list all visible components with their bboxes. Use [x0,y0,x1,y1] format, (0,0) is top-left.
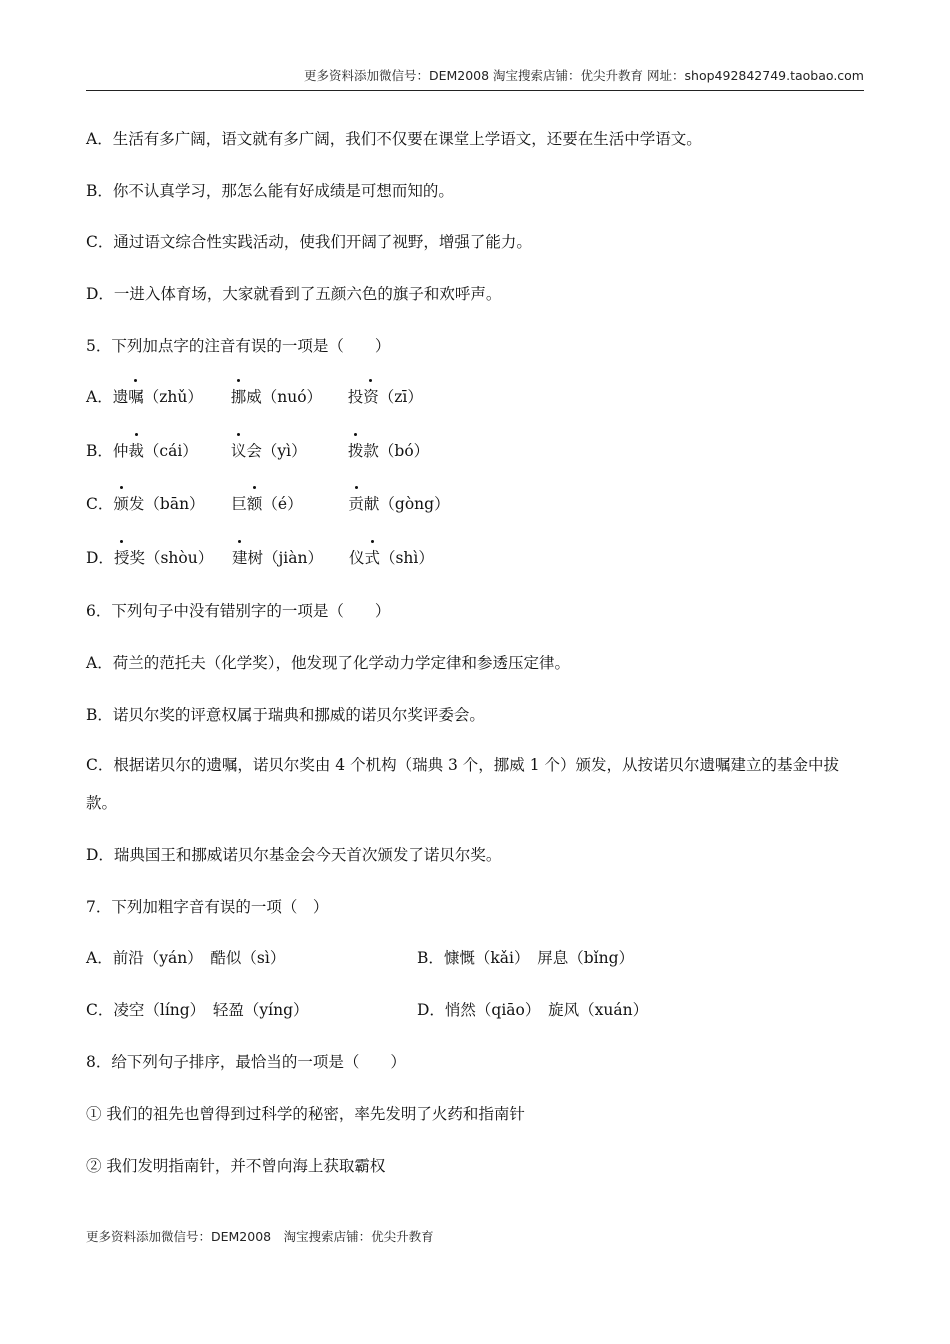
pinyin: （nuó） [261,388,323,406]
dotted-char: 挪 [230,388,247,406]
q5-stem: 5．下列加点字的注音有误的一项是（ ） [86,337,391,355]
dotted-char: 建 [231,549,248,567]
word-item [231,493,348,515]
word-char: 仪 [348,549,365,567]
q7-option-b: B．慷慨（kǎi） 屏息（bǐng） [417,949,635,967]
q4-option-c: C．通过语文综合性实践活动，使我们开阔了视野，增强了能力。 [86,233,532,251]
word-item [231,386,348,408]
pinyin: （zī） [378,388,423,406]
word-item [231,440,348,462]
word-char: 仲 [112,442,129,460]
dotted-char: 额 [246,495,263,513]
word-item [232,547,349,569]
q8-sentence-1: ① 我们的祖先也曾得到过科学的秘密，率先发明了火药和指南针 [86,1105,525,1123]
word-char: 威 [246,388,262,406]
q8-stem: 8．给下列句子排序，最恰当的一项是（ ） [86,1053,406,1071]
q6-stem: 6．下列句子中没有错别字的一项是（ ） [86,602,391,620]
pinyin: （é） [262,495,303,513]
pinyin: （gòng） [379,495,450,513]
q6-option-a: A．荷兰的范托夫（化学奖），他发现了化学动力学定律和参透压定律。 [86,654,570,672]
dotted-char: 嘱 [128,388,144,406]
option-prefix: C． [86,495,114,513]
word-item [113,440,231,462]
dotted-char: 式 [364,549,380,567]
dotted-char: 贡 [348,495,364,513]
option-prefix: A． [86,388,113,406]
pinyin: （bó） [378,442,430,460]
word-item [348,440,448,462]
option-prefix: D． [86,549,114,567]
q4-option-a: A．生活有多广阔，语文就有多广阔，我们不仅要在课堂上学语文，还要在生活中学语文。 [86,130,702,148]
word-item [113,493,231,515]
dotted-char: 拨 [347,442,364,460]
pinyin: （bān） [144,495,205,513]
q7-option-d: D．悄然（qiāo） 旋风（xuán） [417,1001,649,1019]
pinyin: （jiàn） [262,549,323,567]
q6-option-c: C．根据诺贝尔的遗嘱，诺贝尔奖由 4 个机构（瑞典 3 个，挪威 1 个）颁发，从按诺贝尔遗嘱建立的基金中拔款。 [86,756,840,812]
page-header: 更多资料添加微信号：DEM2008 淘宝搜索店铺：优尖升教育 网址：shop492842749.taobao.com [86,66,864,91]
word-char: 奖 [129,549,145,567]
q6-option-b: B．诺贝尔奖的评意权属于瑞典和挪威的诺贝尔奖评委会。 [86,706,485,724]
word-item [113,386,231,408]
word-item [348,493,448,515]
word-char: 树 [247,549,263,567]
word-char: 遗 [112,388,129,406]
word-char: 发 [128,495,145,513]
pinyin: （zhǔ） [143,388,203,406]
q7-row-2 [86,999,864,1021]
word-char: 巨 [231,495,247,513]
page-footer: 更多资料添加微信号：DEM2008 淘宝搜索店铺：优尖升教育 [86,1229,434,1244]
q7-option-a: A．前沿（yán） 酷似（sì） [86,949,286,967]
q7-row-1 [86,947,864,969]
pinyin: （yì） [261,442,307,460]
q5-option-c [86,493,864,515]
q6-option-d: D．瑞典国王和挪威诺贝尔基金会今天首次颁发了诺贝尔奖。 [86,846,502,864]
word-char: 投 [347,388,364,406]
q4-option-b: B．你不认真学习，那怎么能有好成绩是可想而知的。 [86,182,454,200]
pinyin: （shòu） [144,549,214,567]
q5-option-a [86,386,864,408]
dotted-char: 资 [363,388,379,406]
word-char: 会 [246,442,262,460]
word-char: 献 [363,495,380,513]
pinyin: （cái） [143,442,198,460]
dotted-char: 颁 [113,495,129,513]
q5-option-d [86,547,864,569]
dotted-char: 授 [113,549,130,567]
dotted-char: 议 [230,442,247,460]
q5-option-b [86,440,864,462]
word-char: 款 [363,442,379,460]
word-item [348,386,448,408]
word-item [349,547,449,569]
q4-option-d: D．一进入体育场，大家就看到了五颜六色的旗子和欢呼声。 [86,285,502,303]
dotted-char: 裁 [128,442,144,460]
q7-stem: 7．下列加粗字音有误的一项（ ） [86,898,329,916]
word-item [114,547,232,569]
option-prefix: B． [86,442,113,460]
pinyin: （shì） [379,549,434,567]
q8-sentence-2: ② 我们发明指南针，并不曾向海上获取霸权 [86,1157,386,1175]
q7-option-c: C．凌空（líng） 轻盈（yíng） [86,1001,309,1019]
